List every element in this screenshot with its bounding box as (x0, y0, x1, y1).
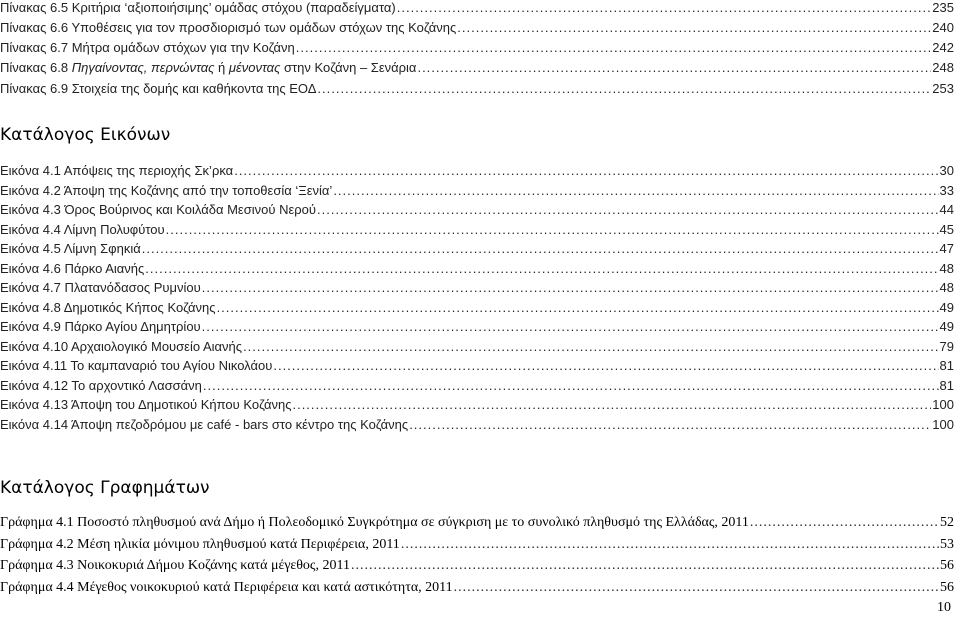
dot-leader (317, 81, 931, 96)
toc-entry-label: Εικόνα 4.8 Δημοτικός Κήπος Κοζάνης (0, 299, 216, 315)
dot-leader (750, 515, 939, 531)
toc-entry-page: 52 (940, 515, 954, 530)
toc-entry-figure[interactable] (0, 397, 954, 412)
dot-leader (202, 280, 939, 295)
toc-entry-page: 56 (940, 580, 954, 595)
toc-entry-figure[interactable] (0, 339, 954, 354)
toc-entry-label: Πίνακας 6.9 Στοιχεία της δομής και καθήκοντα της ΕΟΔ (0, 81, 317, 96)
toc-entry-figure[interactable] (0, 261, 954, 276)
dot-leader (401, 537, 939, 553)
toc-entry-table[interactable] (0, 20, 954, 35)
dot-leader (234, 163, 938, 178)
toc-entry-page: 248 (932, 60, 954, 75)
toc-entry-label: Εικόνα 4.4 Λίμνη Πολυφύτου (0, 221, 165, 237)
toc-entry-label (0, 60, 416, 75)
toc-entry-chart[interactable] (0, 515, 954, 531)
toc-entry-page: 79 (939, 338, 954, 354)
dot-leader (217, 300, 939, 315)
toc-entry-label: Εικόνα 4.2 Άποψη της Κοζάνης από την τοποθεσία ‘Ξενία’ (0, 182, 333, 198)
toc-entry-label: Εικόνα 4.10 Αρχαιολογικό Μουσείο Αιανής (0, 338, 243, 354)
toc-entry-label: Εικόνα 4.7 Πλατανόδασος Ρυμνίου (0, 280, 201, 295)
toc-entry-label: Εικόνα 4.1 Απόψεις της περιοχής Σκ’ρκα (0, 163, 234, 178)
dot-leader (203, 378, 939, 393)
toc-entry-label: Εικόνα 4.11 Το καμπαναριό του Αγίου Νικολάου (0, 358, 273, 373)
toc-entry-figure[interactable] (0, 417, 954, 432)
toc-entry-table[interactable] (0, 0, 954, 15)
toc-entry-figure[interactable] (0, 319, 954, 334)
toc-entry-page: 81 (939, 377, 954, 393)
toc-entry-page: 53 (940, 537, 954, 552)
toc-entry-label: Πίνακας 6.7 Μήτρα ομάδων στόχων για την Κοζάνη (0, 40, 295, 55)
toc-entry-page: 44 (939, 202, 954, 217)
dot-leader (397, 0, 932, 15)
dot-leader (457, 20, 931, 35)
dot-leader (202, 319, 939, 334)
toc-entry-table[interactable] (0, 60, 954, 75)
toc-entry-label-italic: μένοντας (228, 60, 281, 75)
dot-leader (317, 202, 939, 217)
toc-entry-label: Εικόνα 4.12 Το αρχοντικό Λασσάνη (0, 377, 202, 393)
toc-entry-chart[interactable] (0, 580, 954, 596)
toc-entry-page: 100 (932, 416, 954, 432)
toc-entry-label: Εικόνα 4.13 Άποψη του Δημοτικού Κήπου Κοζάνης (0, 397, 292, 412)
toc-entry-label: Εικόνα 4.14 Άποψη πεζοδρόμου με café - bars στο κέντρο της Κοζάνης (0, 416, 409, 432)
dot-leader (292, 397, 931, 412)
charts-heading: Κατάλογος Γραφημάτων (0, 478, 210, 498)
toc-entry-page: 48 (939, 280, 954, 295)
toc-entry-label: Πίνακας 6.5 Κριτήρια ‘αξιοποιήσιμης’ ομάδας στόχου (παραδείγματα) (0, 0, 396, 15)
toc-entry-page: 235 (932, 0, 954, 15)
toc-entry-page: 47 (939, 241, 954, 256)
toc-entry-label: Εικόνα 4.9 Πάρκο Αγίου Δημητρίου (0, 319, 201, 334)
dot-leader (166, 222, 939, 237)
toc-entry-label: Γράφημα 4.3 Νοικοκυριά Δήμου Κοζάνης κατά μέγεθος, 2011 (0, 558, 350, 573)
toc-entry-page: 56 (940, 558, 954, 573)
dot-leader (296, 40, 932, 55)
toc-entry-figure[interactable] (0, 378, 954, 393)
toc-entry-label: Γράφημα 4.2 Μέση ηλικία μόνιμου πληθυσμού κατά Περιφέρεια, 2011 (0, 537, 400, 552)
page-number: 10 (937, 600, 951, 615)
toc-entry-label: Εικόνα 4.3 Όρος Βούρινος και Κοιλάδα Μεσινού Νερού (0, 202, 316, 217)
toc-entry-page: 33 (939, 182, 954, 198)
toc-entry-page: 49 (939, 319, 954, 334)
toc-entry-figure[interactable] (0, 222, 954, 237)
dot-leader (409, 417, 931, 432)
toc-entry-figure[interactable] (0, 358, 954, 373)
toc-entry-label: Γράφημα 4.1 Ποσοστό πληθυσμού ανά Δήμο ή Πολεοδομικό Συγκρότημα σε σύγκριση με το συνολικό πληθυσμό της Ελλάδας, 2011 (0, 515, 749, 530)
toc-entry-page: 100 (932, 397, 954, 412)
dot-leader (142, 241, 939, 256)
toc-entry-label-part: Πίνακας 6.8 (0, 60, 72, 75)
toc-entry-label: Πίνακας 6.6 Υποθέσεις για τον προσδιορισμό των ομάδων στόχων της Κοζάνης (0, 20, 457, 35)
toc-entry-page: 81 (939, 358, 954, 373)
toc-entry-label: Εικόνα 4.5 Λίμνη Σφηκιά (0, 241, 141, 256)
toc-entry-figure[interactable] (0, 202, 954, 217)
toc-entry-chart[interactable] (0, 558, 954, 574)
toc-entry-label-part: στην Κοζάνη – Σενάρια (280, 60, 417, 75)
toc-entry-page: 48 (939, 260, 954, 276)
toc-entry-page: 253 (932, 81, 954, 96)
figures-heading: Κατάλογος Εικόνων (0, 125, 171, 145)
dot-leader (351, 558, 939, 574)
toc-entry-page: 45 (939, 221, 954, 237)
toc-entry-table[interactable] (0, 81, 954, 96)
dot-leader (273, 358, 938, 373)
toc-entry-figure[interactable] (0, 163, 954, 178)
toc-entry-label-italic: Πηγαίνοντας, περνώντας (71, 60, 215, 75)
dot-leader (243, 339, 938, 354)
dot-leader (417, 60, 931, 75)
toc-entry-table[interactable] (0, 40, 954, 55)
toc-entry-figure[interactable] (0, 280, 954, 295)
dot-leader (454, 580, 939, 596)
toc-entry-page: 240 (932, 20, 954, 35)
toc-entry-page: 49 (939, 299, 954, 315)
toc-entry-label-part: ή (214, 60, 229, 75)
toc-entry-page: 30 (939, 163, 954, 178)
toc-entry-figure[interactable] (0, 300, 954, 315)
dot-leader (145, 261, 938, 276)
dot-leader (333, 183, 938, 198)
toc-entry-page: 242 (932, 40, 954, 55)
toc-entry-label: Εικόνα 4.6 Πάρκο Αιανής (0, 260, 145, 276)
toc-entry-chart[interactable] (0, 537, 954, 553)
toc-entry-figure[interactable] (0, 241, 954, 256)
toc-entry-figure[interactable] (0, 183, 954, 198)
toc-entry-label: Γράφημα 4.4 Μέγεθος νοικοκυριού κατά Περιφέρεια και κατά αστικότητα, 2011 (0, 580, 453, 595)
